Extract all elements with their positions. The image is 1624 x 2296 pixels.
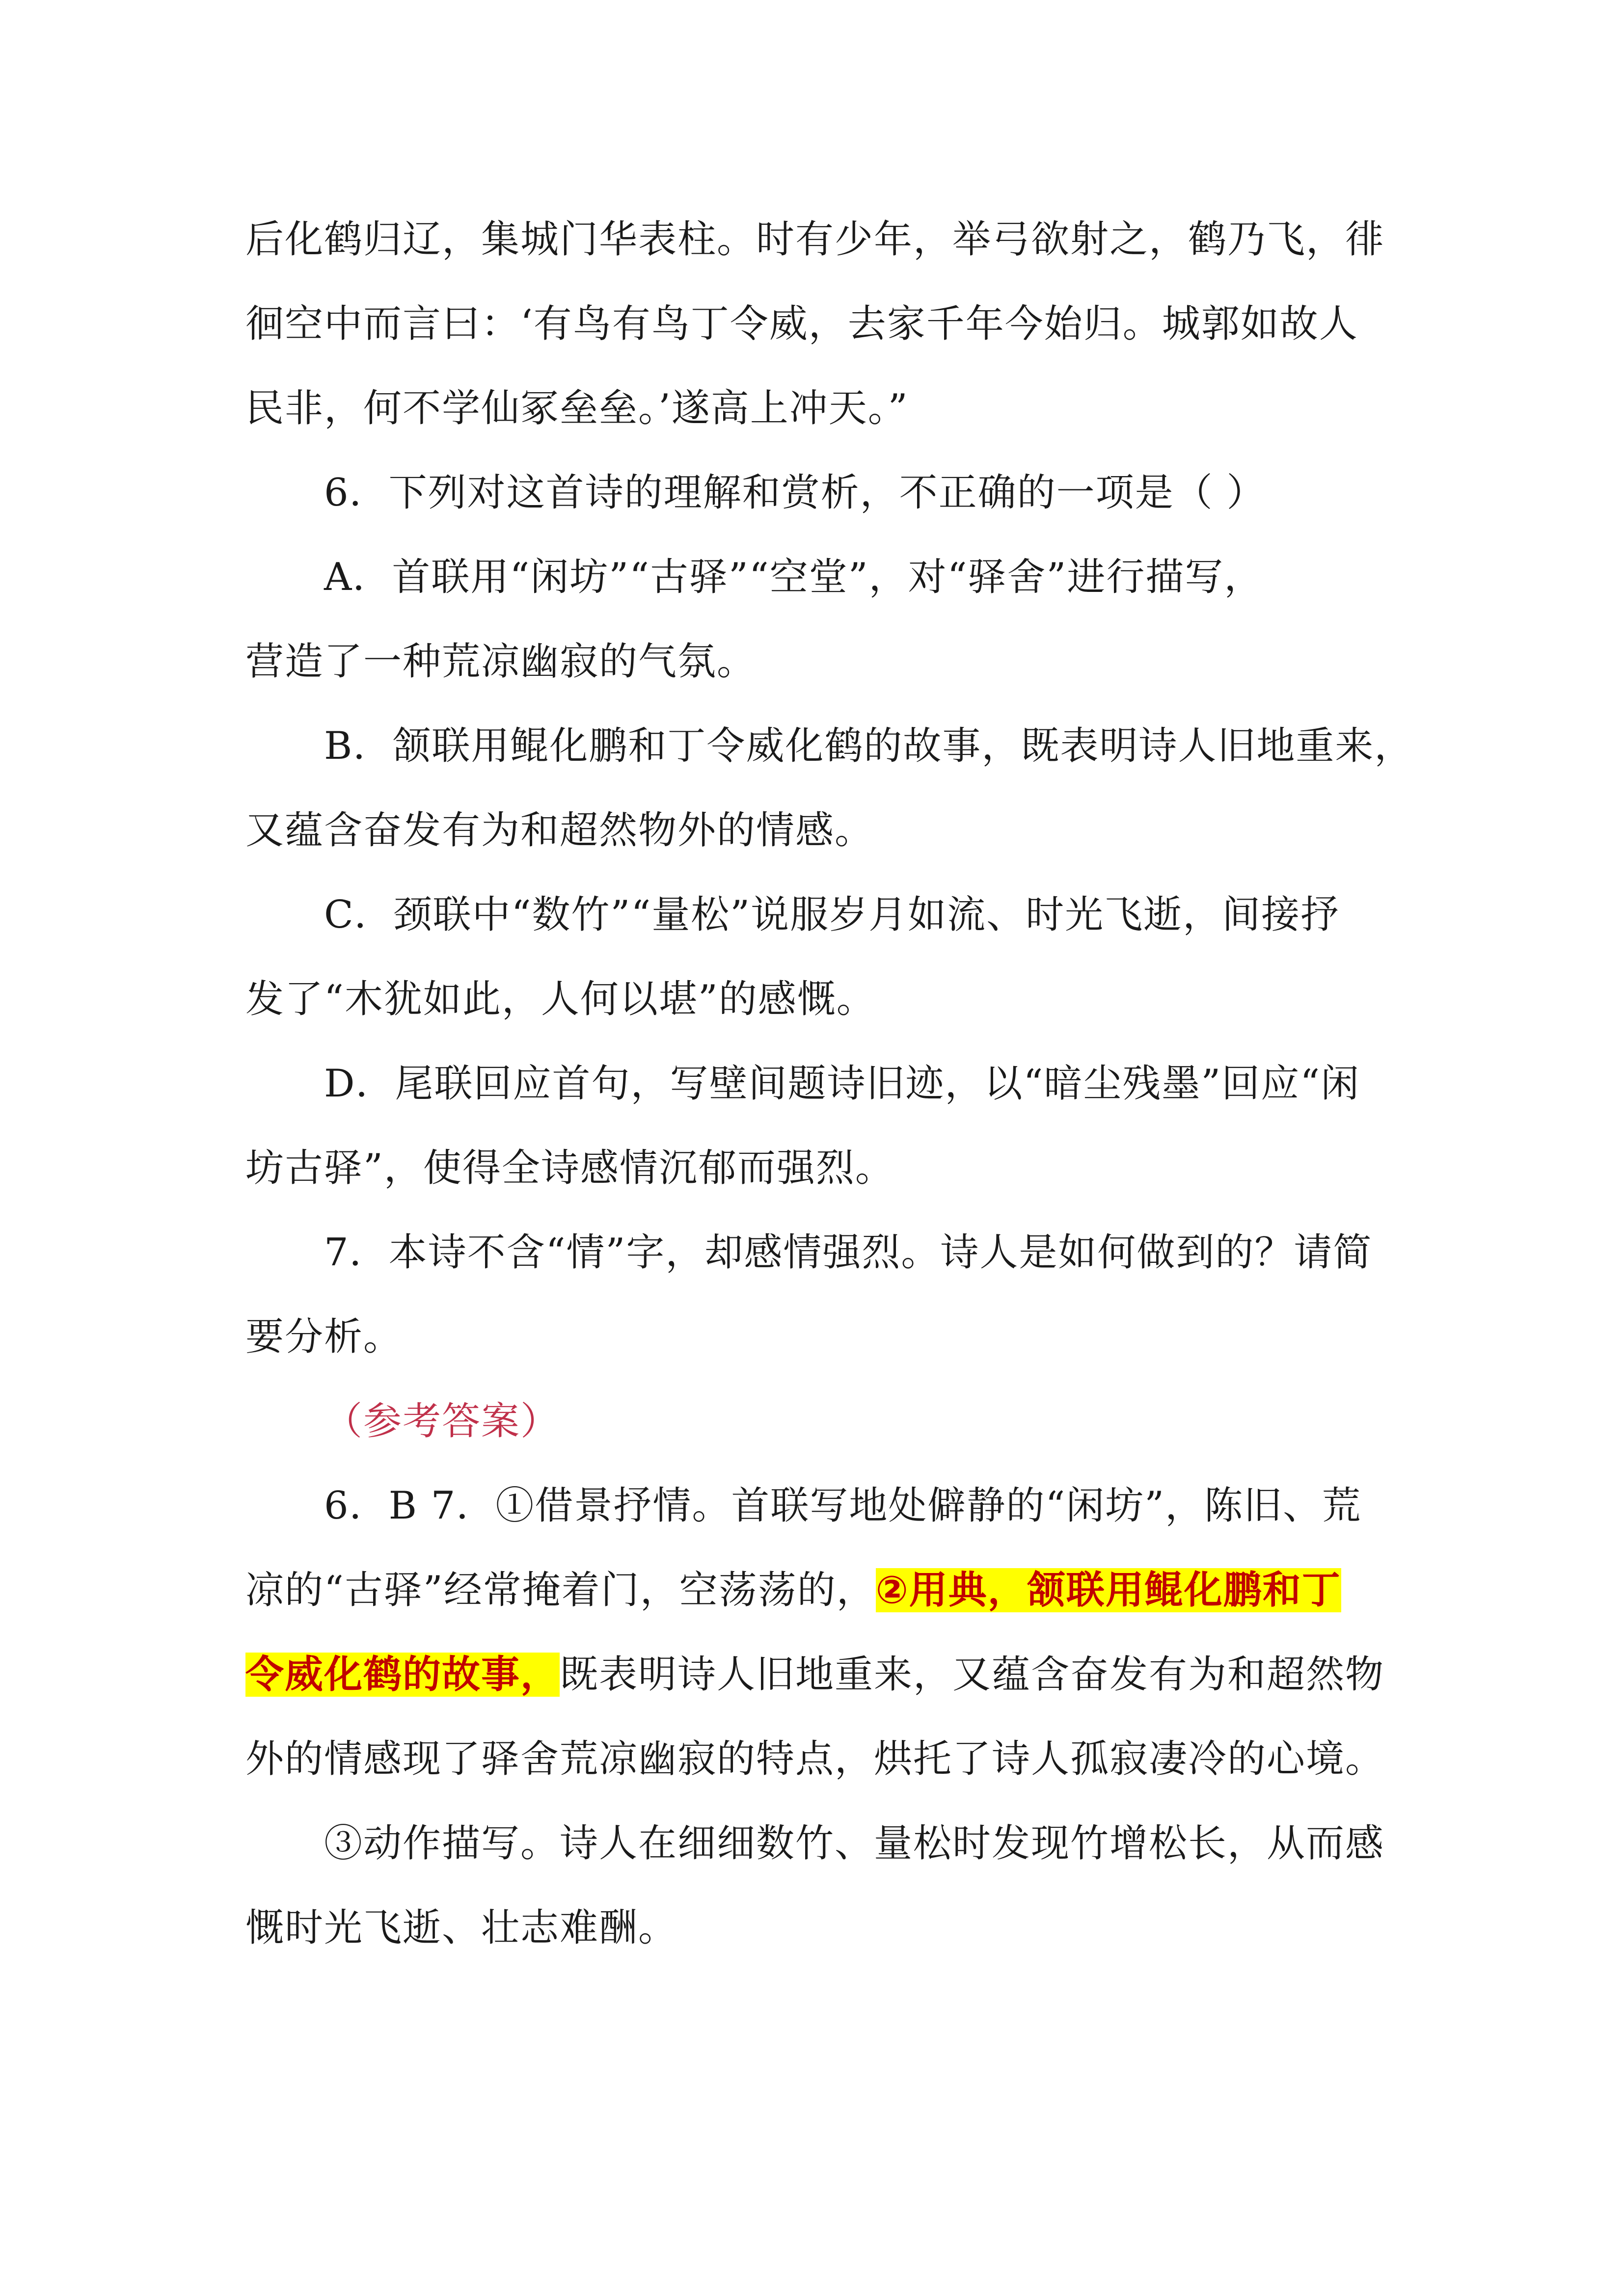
answer-line-2	[245, 1566, 1341, 1615]
option-d-line-2: 坊古驿”，使得全诗感情沉郁而强烈。	[245, 1146, 894, 1190]
story-line-2: 徊空中而言曰：‘有鸟有鸟丁令威，去家千年今始归。城郭如故人	[245, 302, 1358, 346]
answer-line-3-plain: 既表明诗人旧地重来，又蕴含奋发有为和超然物	[560, 1653, 1385, 1697]
answer-line-4: 外的情感现了驿舍荒凉幽寂的特点，烘托了诗人孤寂凄冷的心境。	[245, 1737, 1385, 1781]
option-a-line-2: 营造了一种荒凉幽寂的气氛。	[245, 640, 757, 684]
question-7-line-1: 7．本诗不含“情”字，却感情强烈。诗人是如何做到的？请简	[324, 1230, 1373, 1275]
option-b-line-1: B．颔联用鲲化鹏和丁令威化鹤的故事，既表明诗人旧地重来，	[324, 724, 1414, 768]
question-6-stem: 6．下列对这首诗的理解和赏析，不正确的一项是（ ）	[324, 471, 1266, 515]
option-c-line-2: 发了“木犹如此，人何以堪”的感慨。	[245, 977, 876, 1021]
answer-highlight-2: 令威化鹤的故事，	[245, 1653, 560, 1697]
story-line-1: 后化鹤归辽，集城门华表柱。时有少年，举弓欲射之，鹤乃飞，徘	[245, 217, 1385, 262]
answer-line-6: 慨时光飞逝、壮志难酬。	[245, 1906, 678, 1950]
answer-line-3	[245, 1650, 1384, 1699]
answer-heading: （参考答案）	[324, 1399, 560, 1443]
answer-highlight-1: ②用典，颔联用鲲化鹏和丁	[875, 1568, 1341, 1612]
answer-line-2-plain: 凉的“古驿”经常掩着门，空荡荡的，	[245, 1568, 876, 1612]
option-a-line-1: A．首联用“闲坊”“古驿”“空堂”，对“驿舍”进行描写，	[324, 555, 1264, 599]
story-line-3: 民非，何不学仙冢垒垒。’遂高上冲天。”	[245, 386, 909, 430]
answer-line-5: ③动作描写。诗人在细细数竹、量松时发现竹增松长，从而感	[324, 1821, 1385, 1866]
question-7-line-2: 要分析。	[245, 1315, 403, 1359]
option-b-line-2: 又蕴含奋发有为和超然物外的情感。	[245, 808, 874, 853]
answer-line-1: 6．B 7．①借景抒情。首联写地处僻静的“闲坊”，陈旧、荒	[324, 1484, 1362, 1528]
option-c-line-1: C．颈联中“数竹”“量松”说服岁月如流、时光飞逝，间接抒	[324, 893, 1340, 937]
option-d-line-1: D．尾联回应首句，写壁间题诗旧迹，以“暗尘残墨”回应“闲	[324, 1062, 1360, 1106]
